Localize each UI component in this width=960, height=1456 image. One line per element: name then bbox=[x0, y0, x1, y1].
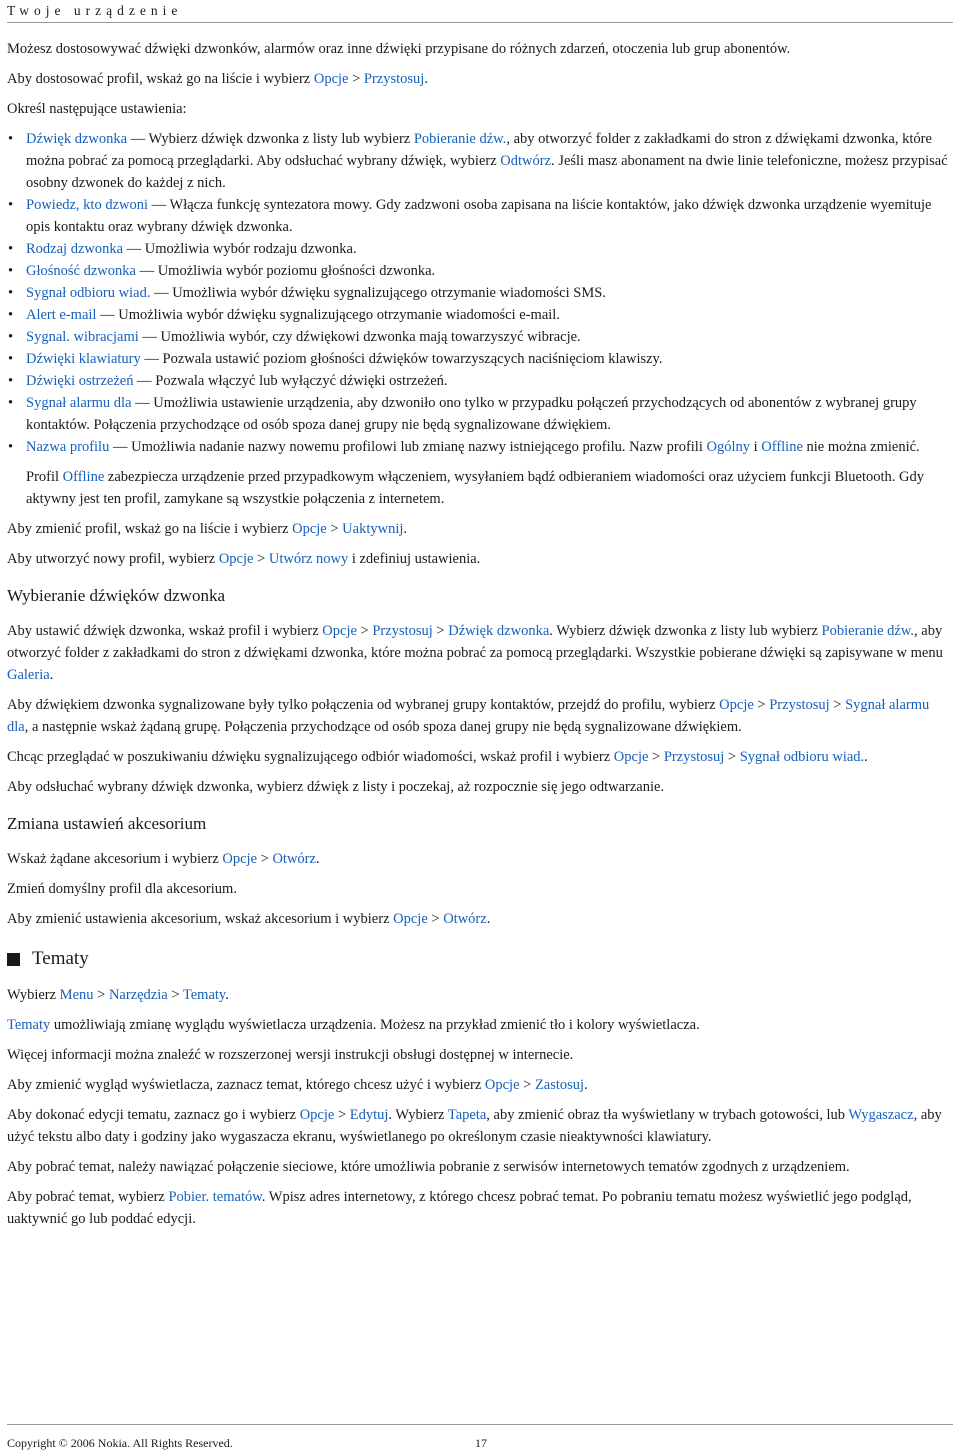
text: . bbox=[225, 987, 229, 1003]
text: > bbox=[432, 623, 449, 639]
list-item bbox=[7, 238, 953, 260]
setting-ringing-volume[interactable]: Głośność dzwonka bbox=[26, 263, 136, 279]
menu-item-themes[interactable]: Tematy bbox=[7, 1017, 51, 1033]
text: > bbox=[753, 697, 770, 713]
text: > bbox=[253, 551, 269, 567]
text: , aby otworzyć folder z zakładkami do stron z dźwiękami dzwonka, które można pobrać za pomocą przeglądarki. Wszystkie pobierane dźwięki są zapisywane w menu bbox=[7, 623, 943, 661]
menu-option-open[interactable]: Otwórz bbox=[443, 911, 487, 927]
intro-paragraph: Możesz dostosowywać dźwięki dzwonków, alarmów oraz inne dźwięki przypisane do różnych zdarzeń, otoczenia lub grup abonentów. bbox=[7, 41, 791, 57]
setting-alert-for[interactable]: Sygnał alarmu dla bbox=[7, 697, 930, 735]
themes-paragraph-4 bbox=[7, 1074, 953, 1096]
text: , a następnie wskaż żądaną grupę. Połączenia przychodzące od osób spoza danej grupy nie będą sygnalizowane dźwiękiem. bbox=[24, 719, 742, 735]
section-square-icon bbox=[7, 953, 20, 966]
menu-option-opcje[interactable]: Opcje bbox=[222, 851, 258, 867]
menu-option-opcje[interactable]: Opcje bbox=[292, 521, 327, 537]
text: i zdefiniuj ustawienia. bbox=[348, 551, 481, 567]
text: > bbox=[724, 749, 740, 765]
list-item bbox=[7, 282, 953, 304]
setting-alert-for[interactable]: Sygnał alarmu dla bbox=[26, 395, 132, 411]
text: — Wybierz dźwięk dzwonka z listy lub wybierz bbox=[127, 131, 414, 147]
setting-warning-tones[interactable]: Dźwięki ostrzeżeń bbox=[26, 373, 134, 389]
list-item bbox=[7, 304, 953, 326]
text: — Umożliwia ustawienie urządzenia, aby dzwoniło ono tylko w przypadku połączeń przychodzących od abonentów z wybranej grupy kontaktów. Połączenia przychodzące od osób spoza danej grupy nie będą sygnalizowane dźwiękiem. bbox=[26, 395, 917, 433]
setting-keypad-tones[interactable]: Dźwięki klawiatury bbox=[26, 351, 141, 367]
copyright-notice: Copyright © 2006 Nokia. All Rights Reserved. bbox=[7, 1436, 233, 1450]
text: > bbox=[348, 71, 364, 87]
settings-intro: Określ następujące ustawienia: bbox=[7, 101, 187, 117]
text: > bbox=[93, 987, 109, 1003]
menu-item-themes[interactable]: Tematy bbox=[182, 987, 226, 1003]
list-item bbox=[7, 392, 953, 436]
text: . bbox=[584, 1077, 588, 1093]
text: Aby pobrać temat, wybierz bbox=[7, 1189, 169, 1205]
menu-item-menu[interactable]: Menu bbox=[59, 987, 94, 1003]
text: Aby zmienić ustawienia akcesorium, wskaż akcesorium i wybierz bbox=[7, 911, 394, 927]
text: Aby zmienić profil, wskaż go na liście i wybierz bbox=[7, 521, 293, 537]
text: Chcąc przeglądać w poszukiwaniu dźwięku sygnalizującego odbiór wiadomości, wskaż profil i wybierz bbox=[7, 749, 614, 765]
menu-option-przystosuj[interactable]: Przystosuj bbox=[769, 697, 830, 713]
menu-item-tools[interactable]: Narzędzia bbox=[108, 987, 168, 1003]
text: . bbox=[49, 667, 54, 683]
text: > bbox=[334, 1107, 350, 1123]
menu-option-create-new[interactable]: Utwórz nowy bbox=[268, 551, 349, 567]
menu-option-apply[interactable]: Zastosuj bbox=[534, 1077, 585, 1093]
text: . bbox=[424, 71, 428, 87]
text: . Jeśli masz abonament na dwie linie telefoniczne, możesz przypisać osobny dzwonek do każdej z nich. bbox=[26, 153, 948, 191]
themes-paragraph-1 bbox=[7, 984, 953, 1006]
menu-gallery[interactable]: Galeria bbox=[7, 667, 50, 683]
text: > bbox=[519, 1077, 535, 1093]
text: Wskaż żądane akcesorium i wybierz bbox=[7, 851, 223, 867]
text: . bbox=[864, 749, 868, 765]
text: . bbox=[403, 521, 407, 537]
new-profile-paragraph bbox=[7, 548, 953, 570]
page-content bbox=[7, 38, 953, 1238]
offline-note bbox=[7, 466, 953, 510]
setting-ringtone[interactable]: Dźwięk dzwonka bbox=[448, 623, 550, 639]
themes-paragraph-6: Aby pobrać temat, należy nawiązać połączenie sieciowe, które umożliwia pobranie z serwisów internetowych tematów zgodnych z urządzeniem. bbox=[7, 1159, 850, 1175]
settings-list bbox=[7, 128, 953, 458]
menu-option-opcje[interactable]: Opcje bbox=[218, 551, 254, 567]
accessories-paragraph-2: Zmień domyślny profil dla akcesorium. bbox=[7, 881, 237, 897]
text: — Umożliwia wybór dźwięku sygnalizującego otrzymanie wiadomości e-mail. bbox=[96, 307, 560, 323]
themes-paragraph-5 bbox=[7, 1104, 953, 1148]
text: > bbox=[167, 987, 183, 1003]
menu-option-uaktywnij[interactable]: Uaktywnij bbox=[342, 521, 404, 537]
menu-option-opcje[interactable]: Opcje bbox=[613, 749, 649, 765]
themes-paragraph-2 bbox=[7, 1014, 953, 1036]
list-item bbox=[7, 194, 953, 238]
ringtones-paragraph-2 bbox=[7, 694, 953, 738]
text: — Pozwala włączyć lub wyłączyć dźwięki ostrzeżeń. bbox=[133, 373, 448, 389]
list-item bbox=[7, 326, 953, 348]
setting-message-tone[interactable]: Sygnał odbioru wiad. bbox=[26, 285, 151, 301]
menu-option-open[interactable]: Otwórz bbox=[272, 851, 316, 867]
ringtones-paragraph-3 bbox=[7, 746, 953, 768]
ringtones-paragraph-1 bbox=[7, 620, 953, 686]
option-download-tones[interactable]: Pobieranie dźw. bbox=[821, 623, 915, 639]
text: Aby utworzyć nowy profil, wybierz bbox=[7, 551, 219, 567]
text: i bbox=[750, 439, 762, 455]
profile-offline[interactable]: Offline bbox=[62, 469, 105, 485]
setting-ringtone[interactable]: Dźwięk dzwonka bbox=[26, 131, 128, 147]
accessories-paragraph-1 bbox=[7, 848, 953, 870]
profile-general[interactable]: Ogólny bbox=[706, 439, 750, 455]
page-header: Twoje urządzenie bbox=[7, 3, 183, 18]
setting-profile-name[interactable]: Nazwa profilu bbox=[26, 439, 110, 455]
list-item bbox=[7, 348, 953, 370]
ringtones-paragraph-4: Aby odsłuchać wybrany dźwięk dzwonka, wybierz dźwięk z listy i poczekaj, aż rozpocznie się jego odtwarzanie. bbox=[7, 779, 665, 795]
setting-vibrating-alert[interactable]: Sygnal. wibracjami bbox=[26, 329, 139, 345]
menu-option-opcje[interactable]: Opcje bbox=[299, 1107, 335, 1123]
list-item bbox=[7, 436, 953, 458]
list-item bbox=[7, 260, 953, 282]
text: , aby zmienić obraz tła wyświetlany w trybach gotowości, lub bbox=[486, 1107, 849, 1123]
accessories-paragraph-3 bbox=[7, 908, 953, 930]
text: umożliwiają zmianę wyglądu wyświetlacza urządzenia. Możesz na przykład zmienić tło i kolory wyświetlacza. bbox=[50, 1017, 700, 1033]
text: > bbox=[829, 697, 846, 713]
setting-say-caller[interactable]: Powiedz, kto dzwoni bbox=[26, 197, 149, 213]
text: — Umożliwia nadanie nazwy nowemu profilowi lub zmianę nazwy istniejącego profilu. Nazw profili bbox=[109, 439, 707, 455]
text: . bbox=[486, 911, 491, 927]
option-play[interactable]: Odtwórz bbox=[500, 153, 552, 169]
menu-option-przystosuj[interactable]: Przystosuj bbox=[363, 71, 425, 87]
text: zabezpiecza urządzenie przed przypadkowym włączeniem, wysyłaniem bądź odbieraniem wiadomości oraz użyciem funkcji Bluetooth. Gdy aktywny jest ten profil, zamykane są wszystkie połączenia z internetem. bbox=[26, 469, 925, 507]
list-item bbox=[7, 370, 953, 392]
text: . Wpisz adres internetowy, z którego chcesz pobrać temat. Po pobraniu tematu możesz wyświetlić jego podgląd, uaktywnić go lub poddać edycji. bbox=[7, 1189, 912, 1227]
text: > bbox=[257, 851, 273, 867]
text: > bbox=[427, 911, 444, 927]
text: . bbox=[315, 851, 320, 867]
text: Aby dokonać edycji tematu, zaznacz go i wybierz bbox=[7, 1107, 300, 1123]
customize-paragraph bbox=[7, 68, 953, 90]
footer-divider bbox=[7, 1424, 953, 1425]
setting-message-tone[interactable]: Sygnał odbioru wiad. bbox=[739, 749, 865, 765]
text: > bbox=[648, 749, 664, 765]
text: , aby użyć tekstu albo daty i godziny jako wygaszacza ekranu, wyświetlanego po określonym czasie nieaktywności klawiatury. bbox=[7, 1107, 942, 1145]
text: — Umożliwia wybór, czy dźwiękowi dzwonka mają towarzyszyć wibracje. bbox=[138, 329, 581, 345]
menu-option-opcje[interactable]: Opcje bbox=[393, 911, 428, 927]
profile-offline[interactable]: Offline bbox=[761, 439, 803, 455]
text: — Umożliwia wybór poziomu głośności dzwonka. bbox=[135, 263, 436, 279]
heading-text: Tematy bbox=[32, 948, 89, 969]
text: > bbox=[356, 623, 373, 639]
option-screensaver[interactable]: Wygaszacz bbox=[848, 1107, 914, 1123]
menu-option-edit[interactable]: Edytuj bbox=[349, 1107, 389, 1123]
menu-option-opcje[interactable]: Opcje bbox=[313, 71, 349, 87]
setting-email-alert[interactable]: Alert e-mail bbox=[26, 307, 97, 323]
page-number: 17 bbox=[475, 1436, 487, 1450]
text: Wybierz bbox=[7, 987, 60, 1003]
section-heading-themes bbox=[7, 946, 953, 972]
menu-option-przystosuj[interactable]: Przystosuj bbox=[663, 749, 725, 765]
menu-option-przystosuj[interactable]: Przystosuj bbox=[372, 623, 433, 639]
themes-paragraph-7 bbox=[7, 1186, 953, 1230]
text: Profil bbox=[26, 469, 63, 485]
text: nie można zmienić. bbox=[802, 439, 920, 455]
text: , aby otworzyć folder z zakładkami do stron z dźwiękami dzwonka, które można pobrać za pomocą przeglądarki. Aby odsłuchać wybrany dźwięk, wybierz bbox=[26, 131, 932, 169]
text: . Wybierz bbox=[388, 1107, 448, 1123]
option-wallpaper[interactable]: Tapeta bbox=[447, 1107, 487, 1123]
section-heading-accessories: Zmiana ustawień akcesorium bbox=[7, 814, 207, 833]
setting-ringing-type[interactable]: Rodzaj dzwonka bbox=[26, 241, 124, 257]
text: — Pozwala ustawić poziom głośności dźwięków towarzyszących naciśnięciom klawiszy. bbox=[140, 351, 663, 367]
text: Aby dostosować profil, wskaż go na liście i wybierz bbox=[7, 71, 314, 87]
list-item bbox=[7, 128, 953, 194]
option-download-tones[interactable]: Pobieranie dźw. bbox=[413, 131, 507, 147]
text: — Umożliwia wybór dźwięku sygnalizującego otrzymanie wiadomości SMS. bbox=[150, 285, 606, 301]
menu-option-opcje[interactable]: Opcje bbox=[322, 623, 357, 639]
section-heading-ringtones: Wybieranie dźwięków dzwonka bbox=[7, 586, 226, 605]
text: Aby ustawić dźwięk dzwonka, wskaż profil i wybierz bbox=[7, 623, 323, 639]
menu-option-opcje[interactable]: Opcje bbox=[719, 697, 754, 713]
header-divider bbox=[7, 22, 953, 23]
change-profile-paragraph bbox=[7, 518, 953, 540]
text: — Włącza funkcję syntezatora mowy. Gdy zadzwoni osoba zapisana na liście kontaktów, jako dźwięk dzwonka urządzenie wyemituje opis kontaktu oraz wybrany dźwięk dzwonka. bbox=[26, 197, 932, 235]
text: Aby zmienić wygląd wyświetlacza, zaznacz temat, którego chcesz użyć i wybierz bbox=[7, 1077, 485, 1093]
menu-option-opcje[interactable]: Opcje bbox=[484, 1077, 520, 1093]
option-theme-downloads[interactable]: Pobier. tematów bbox=[168, 1189, 262, 1205]
text: Aby dźwiękiem dzwonka sygnalizowane były tylko połączenia od wybranej grupy kontaktów, przejdź do profilu, wybierz bbox=[7, 697, 720, 713]
text: . Wybierz dźwięk dzwonka z listy lub wybierz bbox=[549, 623, 822, 639]
text: — Umożliwia wybór rodzaju dzwonka. bbox=[123, 241, 357, 257]
themes-paragraph-3: Więcej informacji można znaleźć w rozszerzonej wersji instrukcji obsługi dostępnej w internecie. bbox=[7, 1047, 574, 1063]
text: > bbox=[326, 521, 343, 537]
